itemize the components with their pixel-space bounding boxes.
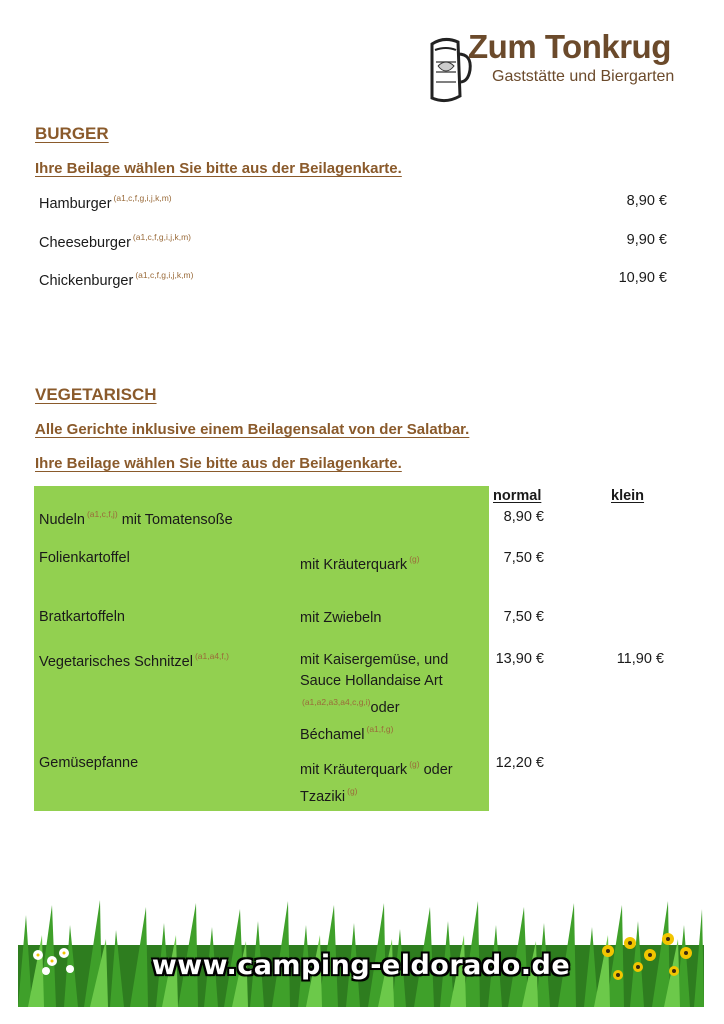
price-normal: 8,90 € xyxy=(503,509,544,525)
item-name: Gemüsepfanne xyxy=(39,755,139,771)
item-name: Vegetarisches Schnitzel xyxy=(39,654,193,670)
allergens: (g) xyxy=(409,759,420,769)
item-suffix: mit Tomatensoße xyxy=(121,512,233,528)
price-normal: 13,90 € xyxy=(495,651,544,667)
column-header-klein: klein xyxy=(611,488,645,504)
logo-subtitle: Gaststätte und Biergarten xyxy=(492,68,675,85)
price-normal: 7,50 € xyxy=(503,550,544,566)
menu-item xyxy=(39,509,233,528)
item-name: Folienkartoffel xyxy=(39,550,130,566)
item-name: Cheeseburger xyxy=(39,235,131,251)
allergens: (g) xyxy=(409,554,420,564)
item-description xyxy=(300,754,480,808)
price-normal: 12,20 € xyxy=(495,755,544,771)
vegetarisch-heading: VEGETARISCH xyxy=(35,385,157,404)
allergens: (g) xyxy=(347,786,358,796)
price-normal: 7,50 € xyxy=(503,609,544,625)
item-name: Hamburger xyxy=(39,196,112,212)
allergens: (a1,a4,f,) xyxy=(194,651,229,661)
item-description xyxy=(300,650,485,746)
desc-text: mit Kräuterquark xyxy=(300,762,408,778)
desc-or: oder xyxy=(370,700,400,716)
item-name: Nudeln xyxy=(39,512,85,528)
column-header-normal: normal xyxy=(493,488,542,504)
item-name: Chickenburger xyxy=(39,273,134,289)
desc-text: Béchamel xyxy=(300,727,365,743)
item-name: Bratkartoffeln xyxy=(39,609,125,625)
menu-item xyxy=(39,651,229,670)
allergens: (a1,c,f,g,i,j,k,m) xyxy=(113,193,172,203)
vegetarisch-note-salad: Alle Gerichte inklusive einem Beilagensalat von der Salatbar. xyxy=(35,421,470,438)
menu-item xyxy=(39,193,172,212)
allergens: (a1,a2,a3,a4,c,g,i) xyxy=(302,697,371,707)
menu-item xyxy=(39,232,191,251)
beer-mug-icon xyxy=(424,36,474,109)
item-price: 10,90 € xyxy=(618,270,667,286)
allergens: (a1,c,f,g,i,j,k,m) xyxy=(132,232,191,242)
desc-text: mit Kaisergemüse, und Sauce Hollandaise Art xyxy=(300,652,449,689)
allergens: (a1,c,f,g,i,j,k,m) xyxy=(135,270,194,280)
desc-text: oder Tzaziki xyxy=(300,762,453,805)
item-price: 9,90 € xyxy=(626,232,667,248)
item-price: 8,90 € xyxy=(626,193,667,209)
item-description xyxy=(300,549,480,576)
logo-title: Zum Tonkrug xyxy=(468,28,671,65)
item-description: mit Zwiebeln xyxy=(300,610,382,626)
menu-item xyxy=(39,270,193,289)
price-klein: 11,90 € xyxy=(616,651,664,667)
website-url[interactable]: www.camping-eldorado.de xyxy=(151,950,571,981)
allergens: (a1,f,g) xyxy=(366,724,394,734)
allergens: (a1,c,f,j) xyxy=(86,509,118,519)
vegetarisch-note-side: Ihre Beilage wählen Sie bitte aus der Beilagenkarte. xyxy=(35,455,402,472)
burger-heading: BURGER xyxy=(35,124,109,143)
burger-note: Ihre Beilage wählen Sie bitte aus der Beilagenkarte. xyxy=(35,160,402,177)
desc-text: mit Kräuterquark xyxy=(300,557,408,573)
